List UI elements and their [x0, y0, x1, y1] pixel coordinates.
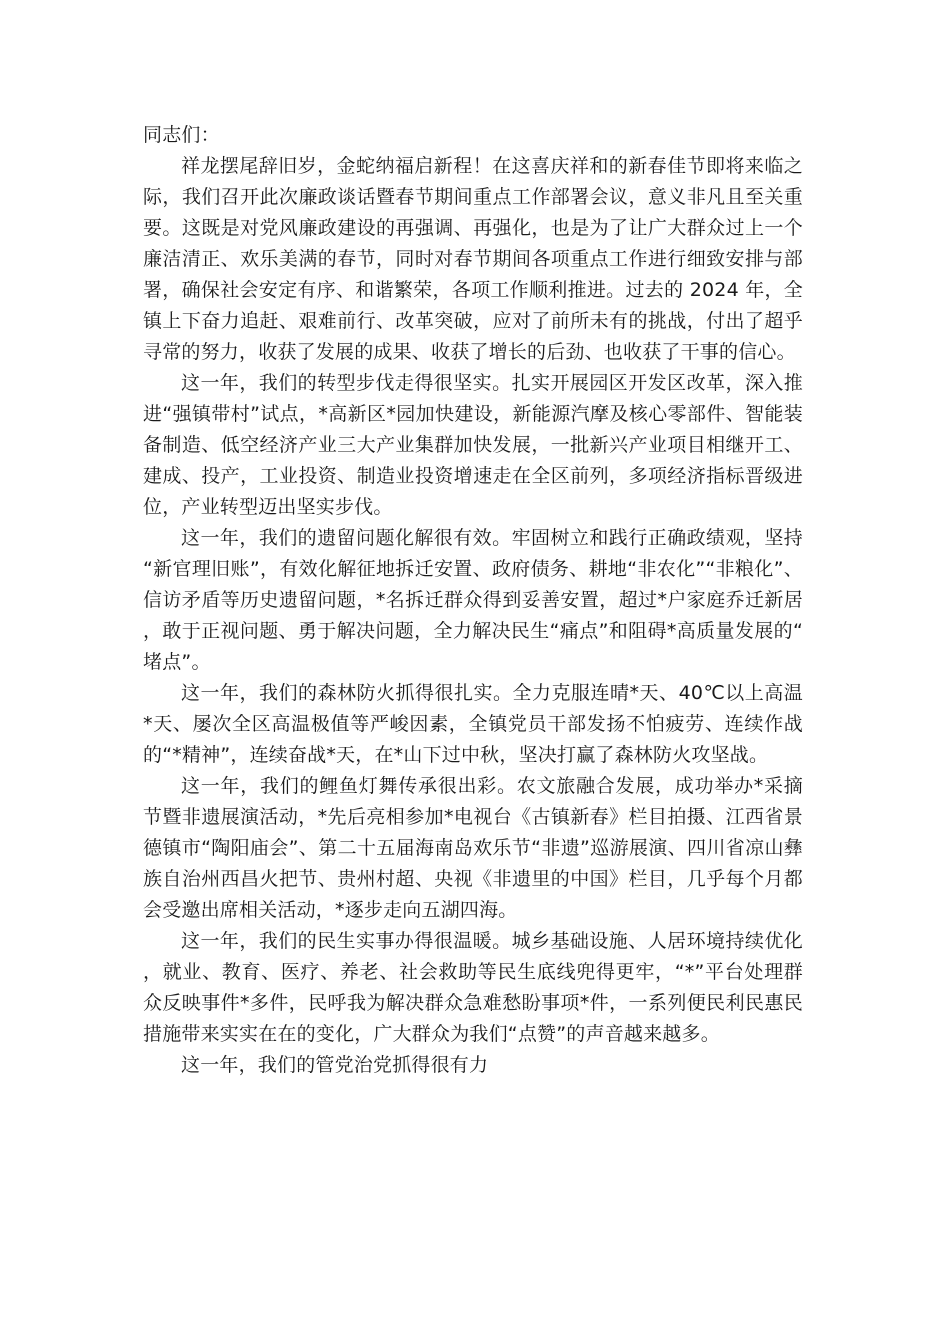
- paragraph-forest-fire: 这一年，我们的森林防火抓得很扎实。全力克服连晴*天、40℃以上高温*天、屡次全区高温极值等严峻因素，全镇党员干部发扬不怕疲劳、连续作战的“*精神”，连续奋战*天，在*山下过中秋，坚决打赢了森林防火攻坚战。: [143, 682, 803, 766]
- paragraph-party-governance: 这一年，我们的管党治党抓得很有力: [181, 1054, 489, 1076]
- paragraph-intro: 祥龙摆尾辞旧岁，金蛇纳福启新程！在这喜庆祥和的新春佳节即将来临之际，我们召开此次廉政谈话暨春节期间重点工作部署会议，意义非凡且至关重要。这既是对党风廉政建设的再强调、再强化，也是为了让广大群众过上一个廉洁清正、欢乐美满的春节，同时对春节期间各项重点工作进行细致安排与部署，确保社会安定有序、和谐繁荣，各项工作顺利推进。过去的 2024 年，全镇上下奋力追赶、艰难前行、改革突破，应对了前所未有的挑战，付出了超乎寻常的努力，收获了发展的成果、收获了增长的后劲、也收获了干事的信心。: [143, 155, 803, 363]
- paragraph-carp-lantern-dance: 这一年，我们的鲤鱼灯舞传承很出彩。农文旅融合发展，成功举办*采摘节暨非遗展演活动，*先后亮相参加*电视台《古镇新春》栏目拍摄、江西省景德镇市“陶阳庙会”、第二十五届海南岛欢乐节“非遗”巡游展演、四川省凉山彝族自治州西昌火把节、贵州村超、央视《非遗里的中国》栏目，几乎每个月都会受邀出席相关活动，*逐步走向五湖四海。: [143, 775, 803, 921]
- paragraph-legacy-issues: 这一年，我们的遗留问题化解很有效。牢固树立和践行正确政绩观，坚持“新官理旧账”，有效化解征地拆迁安置、政府债务、耕地“非农化”“非粮化”、信访矛盾等历史遗留问题，*名拆迁群众得到妥善安置，超过*户家庭乔迁新居，敢于正视问题、勇于解决问题，全力解决民生“痛点”和阻碍*高质量发展的“堵点”。: [143, 527, 803, 673]
- paragraph-transformation: 这一年，我们的转型步伐走得很坚实。扎实开展园区开发区改革，深入推进“强镇带村”试点，*高新区*园加快建设，新能源汽摩及核心零部件、智能装备制造、低空经济产业三大产业集群加快发展，一批新兴产业项目相继开工、建成、投产，工业投资、制造业投资增速走在全区前列，多项经济指标晋级进位，产业转型迈出坚实步伐。: [143, 372, 803, 518]
- salutation: 同志们：: [143, 124, 220, 146]
- paragraph-livelihood: 这一年，我们的民生实事办得很温暖。城乡基础设施、人居环境持续优化，就业、教育、医疗、养老、社会救助等民生底线兜得更牢，“*”平台处理群众反映事件*多件，民呼我为解决群众急难愁盼事项*件，一系列便民利民惠民措施带来实实在在的变化，广大群众为我们“点赞”的声音越来越多。: [143, 930, 803, 1045]
- document-body: [143, 120, 803, 1081]
